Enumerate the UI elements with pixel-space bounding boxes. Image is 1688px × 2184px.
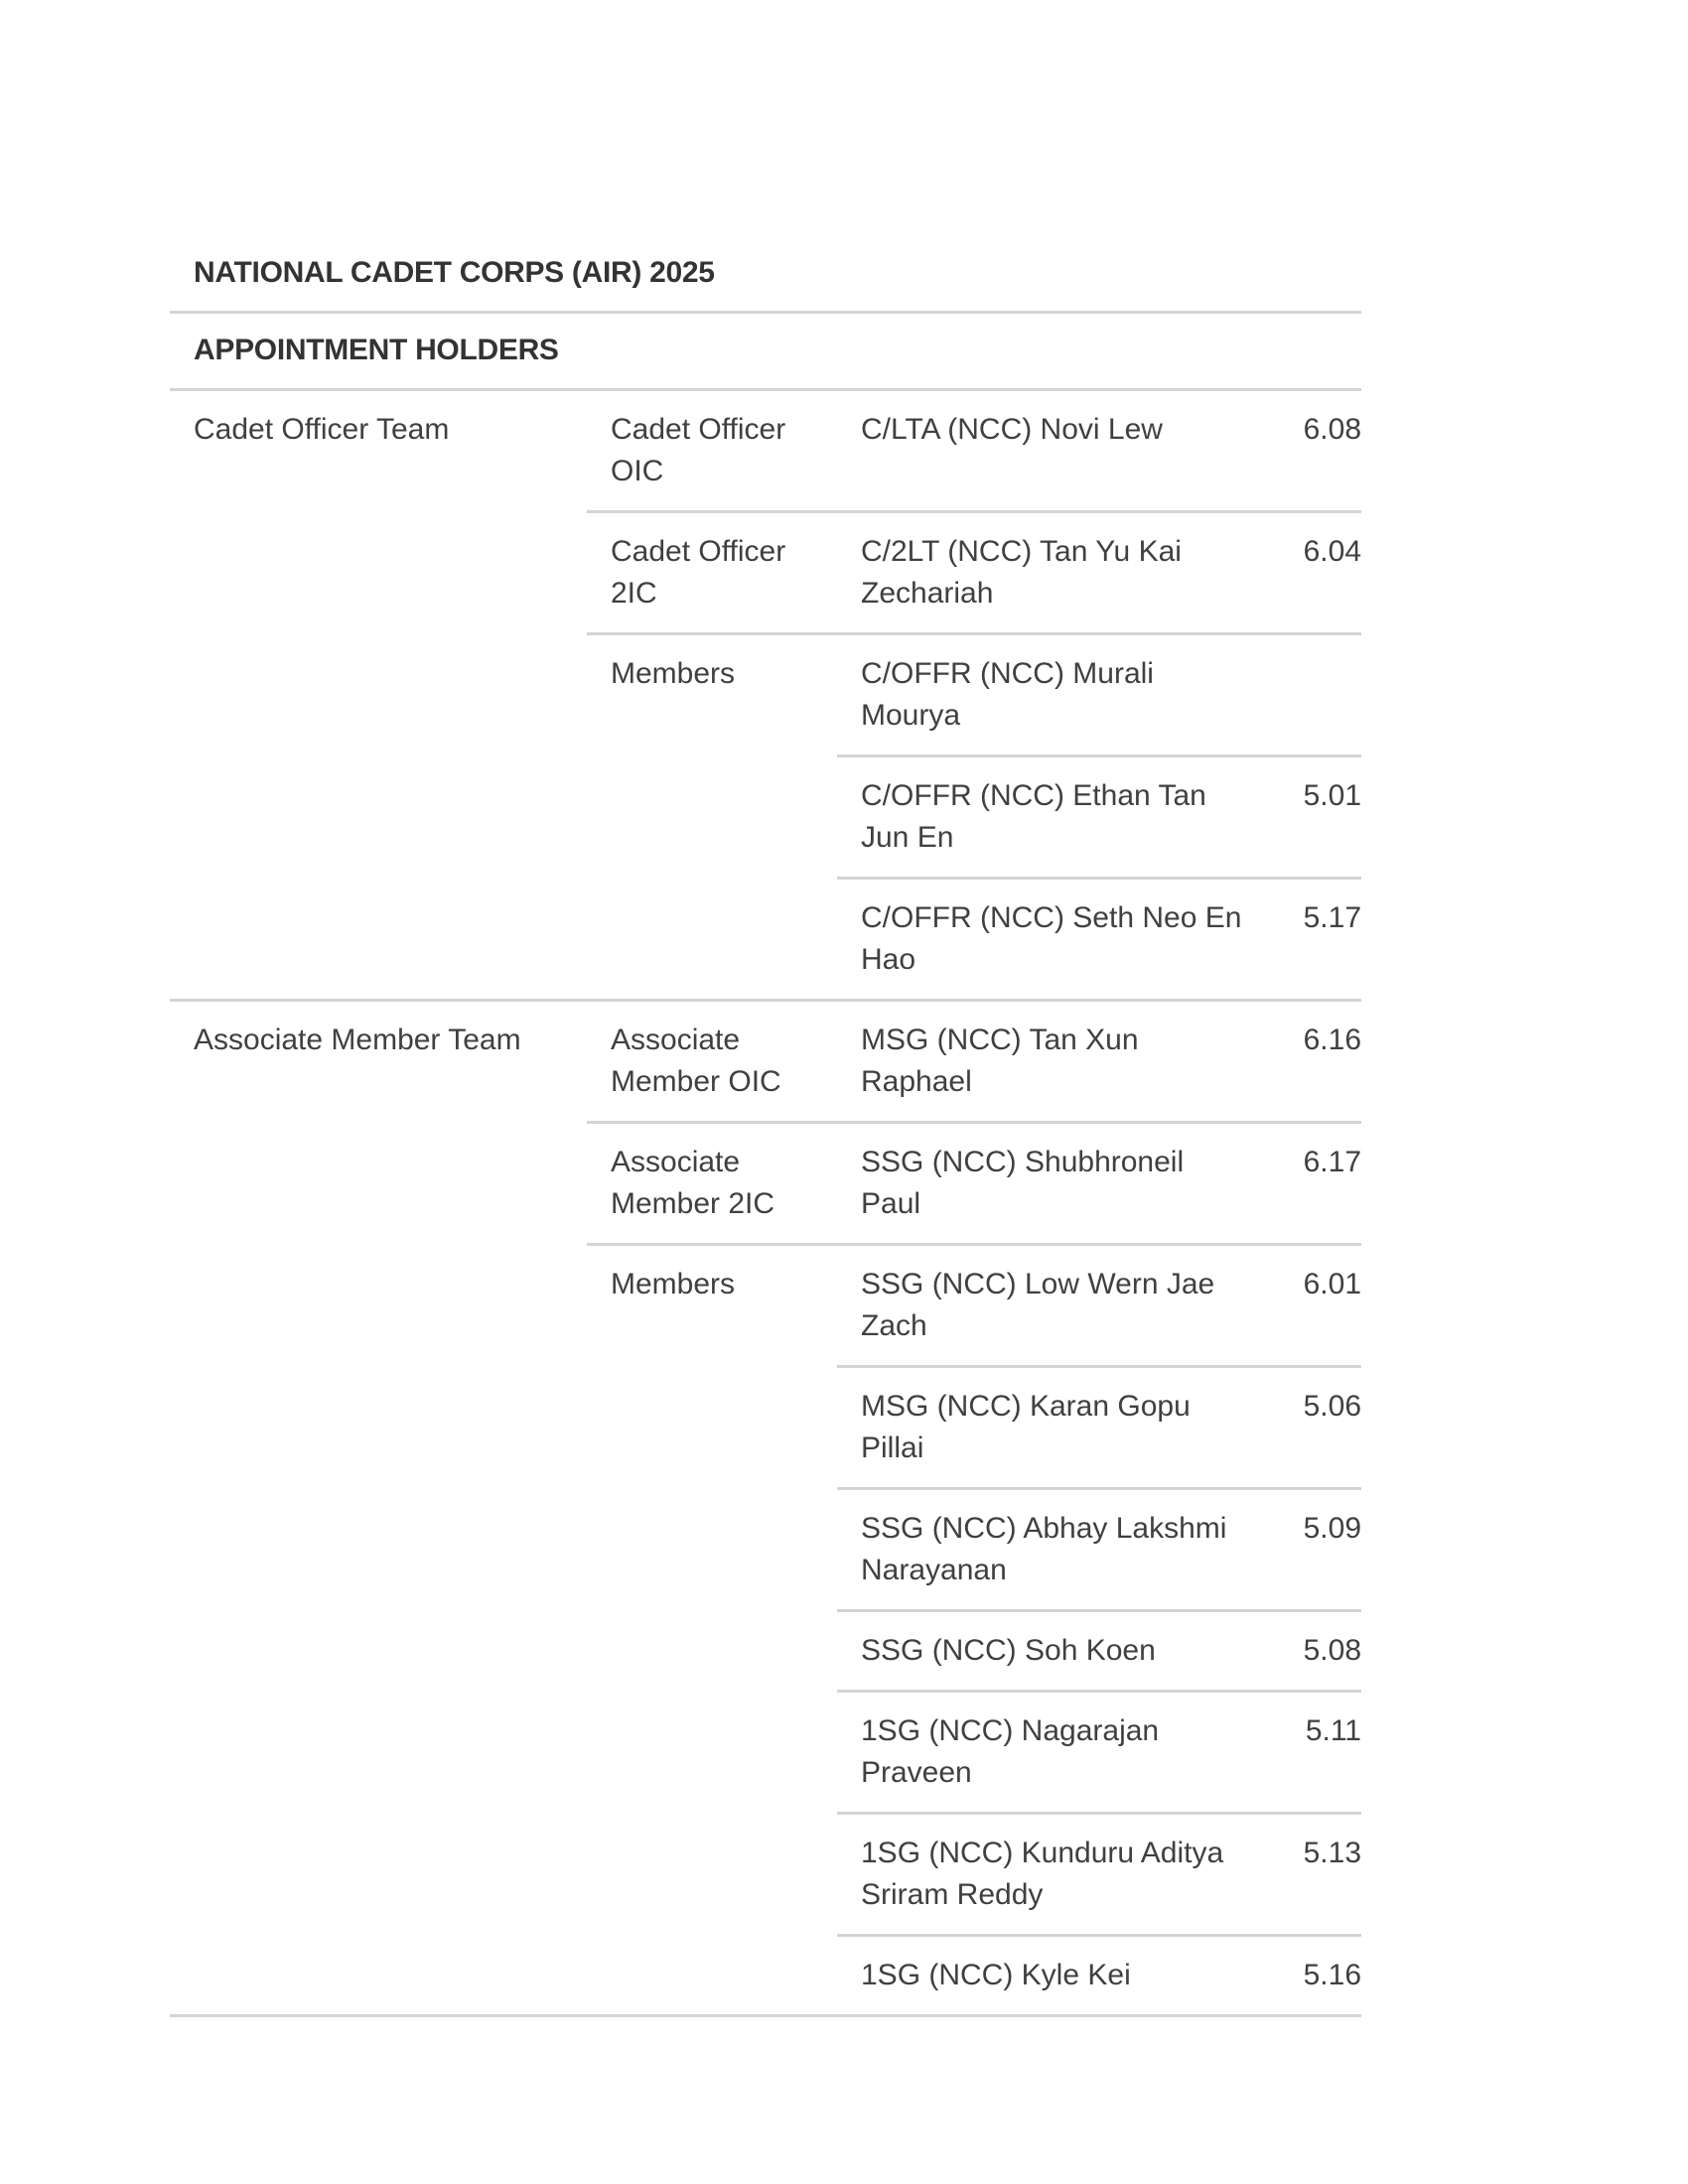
team-name: Associate Member Team: [170, 1001, 587, 2016]
member-score: 5.01: [1254, 756, 1361, 879]
role-label: Cadet Officer 2IC: [587, 512, 837, 634]
member-name: SSG (NCC) Soh Koen: [837, 1611, 1254, 1692]
member-name: 1SG (NCC) Kunduru Aditya Sriram Reddy: [837, 1814, 1254, 1936]
member-score: 6.17: [1254, 1123, 1361, 1245]
member-name: C/OFFR (NCC) Murali Mourya: [837, 634, 1254, 756]
member-score: 6.16: [1254, 1001, 1361, 1123]
member-name: C/2LT (NCC) Tan Yu Kai Zechariah: [837, 512, 1254, 634]
role-label: Members: [587, 634, 837, 1001]
role-label: Members: [587, 1245, 837, 2016]
member-name: C/LTA (NCC) Novi Lew: [837, 391, 1254, 512]
table-row: [170, 391, 1361, 512]
appointment-document: [170, 236, 1361, 2017]
member-name: C/OFFR (NCC) Ethan Tan Jun En: [837, 756, 1254, 879]
member-score: 6.04: [1254, 512, 1361, 634]
member-name: C/OFFR (NCC) Seth Neo En Hao: [837, 879, 1254, 1001]
team-name: Cadet Officer Team: [170, 391, 587, 1001]
document-title: NATIONAL CADET CORPS (AIR) 2025: [170, 236, 1361, 314]
member-score: 6.01: [1254, 1245, 1361, 1367]
member-name: SSG (NCC) Abhay Lakshmi Narayanan: [837, 1489, 1254, 1611]
member-score: 5.06: [1254, 1367, 1361, 1489]
role-label: Associate Member 2IC: [587, 1123, 837, 1245]
member-name: MSG (NCC) Tan Xun Raphael: [837, 1001, 1254, 1123]
member-name: 1SG (NCC) Kyle Kei: [837, 1936, 1254, 2016]
member-name: SSG (NCC) Shubhroneil Paul: [837, 1123, 1254, 1245]
member-score: 6.08: [1254, 391, 1361, 512]
member-score: 5.11: [1254, 1692, 1361, 1814]
member-score: 5.08: [1254, 1611, 1361, 1692]
role-label: Associate Member OIC: [587, 1001, 837, 1123]
member-score: 5.17: [1254, 879, 1361, 1001]
member-score: 5.16: [1254, 1936, 1361, 2016]
member-name: 1SG (NCC) Nagarajan Praveen: [837, 1692, 1254, 1814]
member-score: 5.13: [1254, 1814, 1361, 1936]
role-label: Cadet Officer OIC: [587, 391, 837, 512]
member-score: [1254, 634, 1361, 756]
member-name: SSG (NCC) Low Wern Jae Zach: [837, 1245, 1254, 1367]
table-row: [170, 1001, 1361, 1123]
member-name: MSG (NCC) Karan Gopu Pillai: [837, 1367, 1254, 1489]
member-score: 5.09: [1254, 1489, 1361, 1611]
section-heading: APPOINTMENT HOLDERS: [170, 314, 1361, 391]
appointment-table: [170, 391, 1361, 2017]
